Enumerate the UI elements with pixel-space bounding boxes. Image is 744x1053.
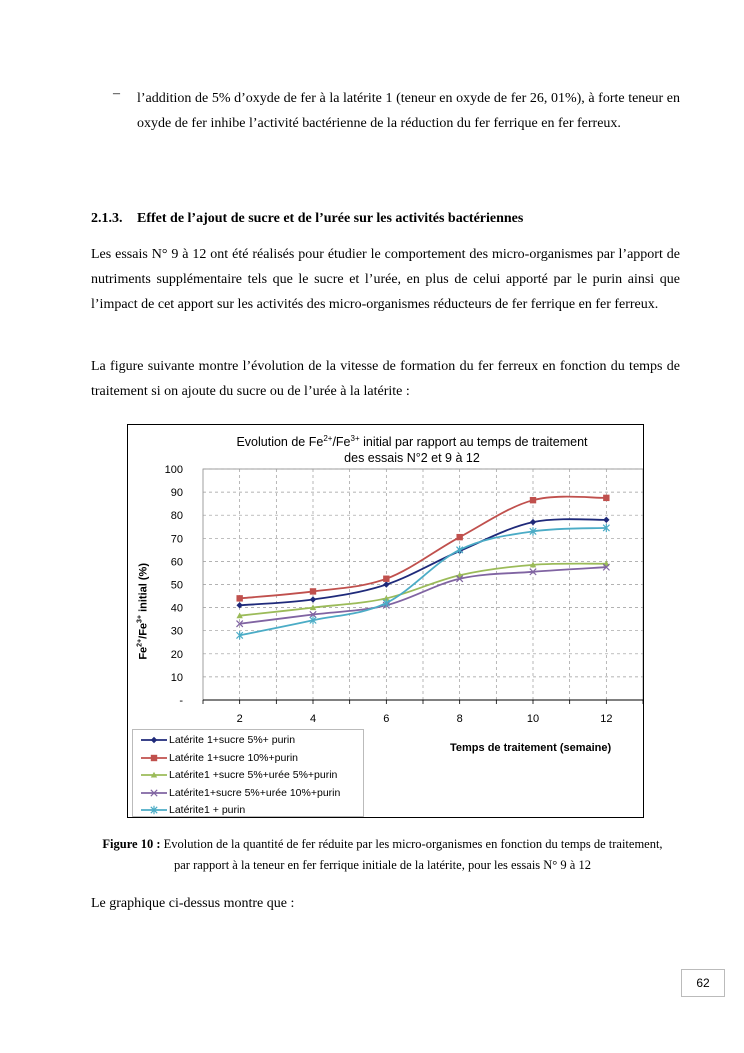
data-point [236,595,242,601]
legend-swatch-icon [141,788,167,798]
caption-text: Evolution de la quantité de fer réduite par les micro-organismes en fonction du temps de traitement, par rapport à la teneur en fer ferrique initiale de la latérite, pour les essais N° 9 à 12 [160,837,663,872]
y-tick-label: 30 [170,625,183,638]
x-tick-label: 2 [236,713,243,725]
section-heading [91,211,523,227]
x-tick-label: 4 [309,713,317,725]
x-axis-label: Temps de traitement (semaine) [450,742,612,754]
figure-caption [100,834,665,876]
y-tick-label: 80 [170,510,183,523]
section-title: Effet de l’ajout de sucre et de l’urée sur les activités bactériennes [137,211,524,226]
legend-label: Latérite1 +sucre 5%+urée 5%+purin [169,769,338,781]
y-tick-label: 70 [170,533,183,546]
x-tick-label: 8 [456,713,463,725]
x-tick-label: 10 [526,713,540,725]
y-tick-label: 50 [170,579,183,592]
paragraph-1: Les essais N° 9 à 12 ont été réalisés pour étudier le comportement des micro-organismes par l’apport de nutriments supplémentaire tels que le sucre et l’urée, en plus de celui apporté par le purin ainsi que l’impact de cet apport sur les activités des micro-organismes réducteurs de fer ferrique en fer ferreux. [91,247,680,312]
chart-legend [132,729,364,817]
x-tick-label: 6 [383,713,390,725]
bullet-marker: – [113,86,120,101]
page-number: 62 [681,969,725,997]
legend-label: Latérite1+sucre 5%+urée 10%+purin [169,786,341,799]
legend-marker [151,755,157,761]
paragraph-2: La figure suivante montre l’évolution de la vitesse de formation du fer ferreux en fonction du temps de traitement si on ajoute du sucre ou de l’urée à la latérite : [91,359,680,399]
y-tick-label: 20 [170,648,183,661]
legend-entry [141,803,245,817]
data-point [603,495,609,501]
legend-marker [151,737,157,743]
legend-label: Latérite1 + purin [169,804,246,816]
legend-swatch-icon [141,735,167,745]
legend-swatch-icon [141,805,167,815]
data-point [310,588,316,594]
bullet-text: l’addition de 5% d’oxyde de fer à la latérite 1 (teneur en oxyde de fer 26, 01%), à forte teneur en oxyde de fer inhibe l’activité bactérienne de la réduction du fer ferrique en fer ferreux. [137,91,680,131]
y-tick-label: 40 [170,602,183,615]
legend-swatch-icon [141,770,167,780]
legend-entry [141,786,340,800]
data-point [383,576,389,582]
data-point [456,534,462,540]
legend-label: Latérite 1+sucre 10%+purin [169,751,298,764]
caption-label: Figure 10 : [102,837,161,851]
legend-label: Latérite 1+sucre 5%+ purin [169,734,296,746]
legend-entry [141,733,295,747]
paragraph-3: Le graphique ci-dessus montre que : [91,896,295,911]
legend-entry [141,751,298,765]
section-number: 2.1.3. [91,211,123,226]
y-axis-label: $Fe^{2+}/Fe^{3+}$ initial (%) [136,563,150,660]
legend-swatch-icon [141,753,167,763]
chart-frame [127,424,644,818]
y-tick-label: 60 [170,556,183,569]
chart-title: Evolution de $Fe^{2+}/Fe^{3+}$ initial par rapport au temps de traitement des essais N°2 et 9 à 12 [236,434,588,466]
y-tick-label: 90 [170,487,183,500]
x-tick-label: 12 [600,713,613,725]
legend-entry [141,768,337,782]
y-tick-label: 100 [164,464,183,476]
data-point [530,497,536,503]
y-tick-label: - [179,695,183,707]
y-tick-label: 10 [170,671,183,684]
